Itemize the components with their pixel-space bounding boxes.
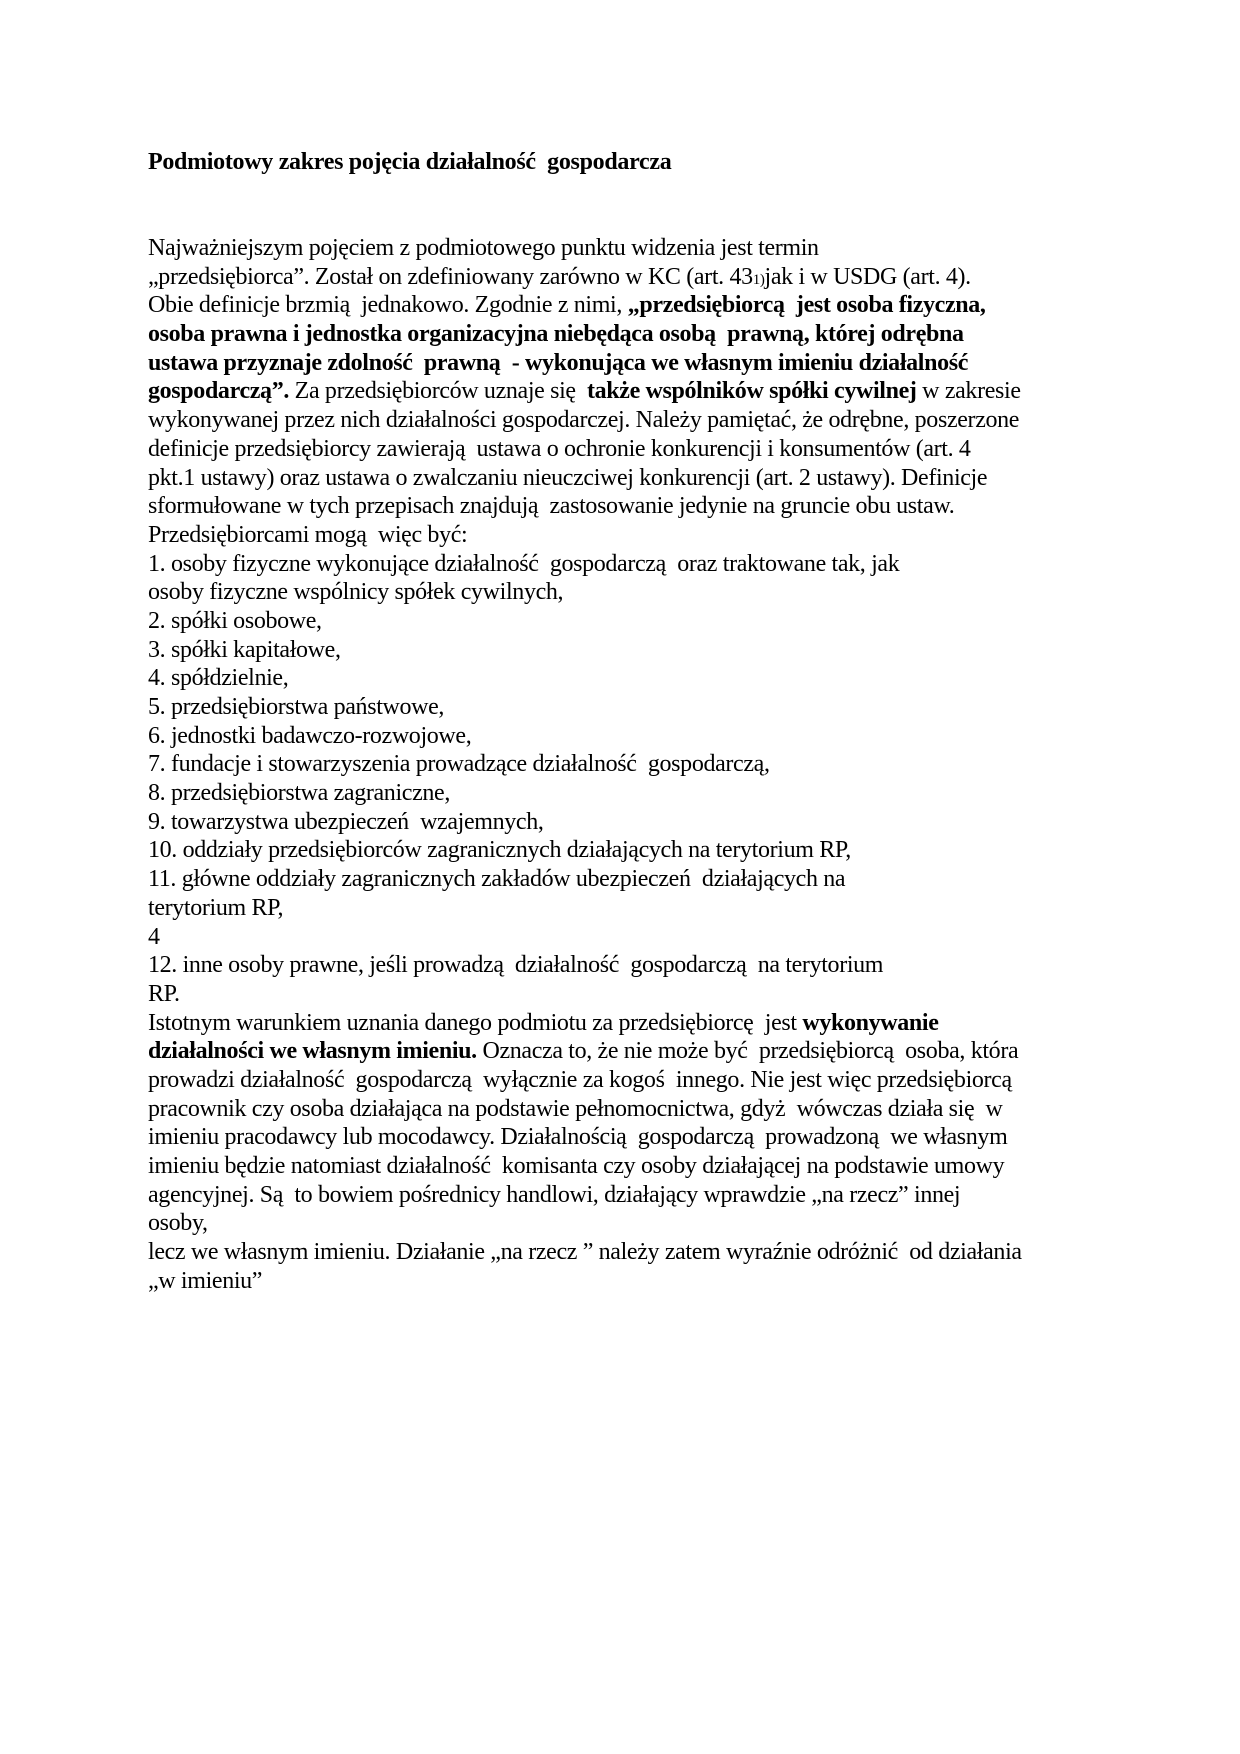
text-line (148, 779, 1022, 808)
text-line (148, 1037, 1022, 1066)
text-line (148, 1123, 1022, 1152)
text-line (148, 320, 1022, 349)
text-line (148, 349, 1022, 378)
text-run: terytorium RP, (148, 894, 284, 921)
text-line (148, 951, 1022, 980)
bold-text-run: „przedsiębiorcą jest osoba fizyczna, (627, 292, 986, 319)
text-run: 3. spółki kapitałowe, (148, 636, 341, 663)
text-run: imieniu pracodawcy lub mocodawcy. Działalnością gospodarczą prowadzoną we własnym (148, 1124, 1008, 1151)
text-run: 4 (148, 923, 160, 950)
text-run: prowadzi działalność gospodarczą wyłącznie za kogoś innego. Nie jest więc przedsiębiorcą (148, 1066, 1012, 1093)
text-line (148, 1095, 1022, 1124)
text-line (148, 1209, 1022, 1238)
text-run: 6. jednostki badawczo-rozwojowe, (148, 722, 472, 749)
text-line (148, 578, 1022, 607)
text-run: osoby, (148, 1210, 208, 1237)
text-run: w zakresie (916, 378, 1021, 405)
text-run: Najważniejszym pojęciem z podmiotowego punktu widzenia jest termin (148, 235, 819, 261)
text-line (148, 1066, 1022, 1095)
text-run: Przedsiębiorcami mogą więc być: (148, 521, 468, 548)
document-body (148, 234, 1022, 1295)
text-run: RP. (148, 980, 180, 1007)
text-line (148, 607, 1022, 636)
text-line (148, 865, 1022, 894)
text-run: 4. spółdzielnie, (148, 665, 289, 692)
text-run: pkt.1 ustawy) oraz ustawa o zwalczaniu nieuczciwej konkurencji (art. 2 ustawy). Definicje (148, 464, 988, 491)
text-run: pracownik czy osoba działająca na podstawie pełnomocnictwa, gdyż wówczas działa się w (148, 1095, 1003, 1122)
text-run: 7. fundacje i stowarzyszenia prowadzące działalność gospodarczą, (148, 751, 770, 778)
text-run: jak i w USDG (art. 4). (764, 263, 971, 290)
bold-text-run: także wspólników spółki cywilnej (587, 378, 917, 405)
text-line (148, 550, 1022, 579)
text-run: 2. spółki osobowe, (148, 607, 322, 634)
text-run: imieniu będzie natomiast działalność komisanta czy osoby działającej na podstawie umowy (148, 1153, 1005, 1179)
text-line (148, 234, 1022, 263)
document-title: Podmiotowy zakres pojęcia działalność gospodarcza (148, 149, 672, 175)
text-line (148, 291, 1022, 320)
text-line (148, 435, 1022, 464)
text-run: sformułowane w tych przepisach znajdują zastosowanie jedynie na gruncie obu ustaw. (148, 493, 955, 520)
text-line (148, 636, 1022, 665)
bold-text-run: ustawa przyznaje zdolność prawną - wykonująca we własnym imieniu działalność (148, 349, 969, 376)
text-line (148, 836, 1022, 865)
text-run: 8. przedsiębiorstwa zagraniczne, (148, 780, 450, 807)
text-line (148, 894, 1022, 923)
text-line (148, 1238, 1022, 1267)
text-line (148, 492, 1022, 521)
text-run: Obie definicje brzmią jednakowo. Zgodnie z nimi, (148, 292, 628, 319)
text-run: 1. osoby fizyczne wykonujące działalność gospodarczą oraz traktowane tak, jak (148, 550, 900, 577)
text-run: Oznacza to, że nie może być przedsiębiorcą osoba, która (476, 1038, 1019, 1065)
text-run: definicje przedsiębiorcy zawierają ustawa o ochronie konkurencji i konsumentów (art. 4 (148, 435, 971, 462)
text-run: „przedsiębiorca”. Został on zdefiniowany zarówno w KC (art. 43 (148, 263, 753, 290)
text-line (148, 377, 1022, 406)
text-line (148, 1009, 1022, 1038)
footnote-marker: 1) (752, 271, 765, 288)
text-run: 5. przedsiębiorstwa państwowe, (148, 694, 445, 720)
text-line (148, 980, 1022, 1009)
bold-text-run: gospodarczą”. (148, 378, 290, 405)
text-line (148, 521, 1022, 550)
text-line (148, 808, 1022, 837)
text-line (148, 1152, 1022, 1181)
text-run: 12. inne osoby prawne, jeśli prowadzą działalność gospodarczą na terytorium (148, 952, 884, 979)
text-run: Za przedsiębiorców uznaje się (289, 378, 588, 405)
text-run: „w imieniu” (148, 1267, 263, 1294)
text-line (148, 1181, 1022, 1210)
text-line (148, 263, 1022, 292)
text-line (148, 664, 1022, 693)
text-run: osoby fizyczne wspólnicy spółek cywilnych, (148, 579, 564, 606)
text-line (148, 750, 1022, 779)
text-run: lecz we własnym imieniu. Działanie „na rzecz ” należy zatem wyraźnie odróżnić od działania (148, 1239, 1022, 1266)
text-run: 10. oddziały przedsiębiorców zagranicznych działających na terytorium RP, (148, 837, 851, 864)
text-line (148, 464, 1022, 493)
text-line (148, 693, 1022, 722)
text-line (148, 923, 1022, 952)
bold-text-run: wykonywanie (802, 1009, 939, 1036)
text-run: Istotnym warunkiem uznania danego podmiotu za przedsiębiorcę jest (148, 1009, 803, 1036)
text-line (148, 1267, 1022, 1296)
text-run: agencyjnej. Są to bowiem pośrednicy handlowi, działający wprawdzie „na rzecz” innej (148, 1181, 961, 1208)
bold-text-run: osoba prawna i jednostka organizacyjna niebędąca osobą prawną, której odrębna (148, 321, 964, 348)
bold-text-run: działalności we własnym imieniu. (148, 1038, 477, 1065)
text-run: 11. główne oddziały zagranicznych zakładów ubezpieczeń działających na (148, 866, 846, 893)
text-run: wykonywanej przez nich działalności gospodarczej. Należy pamiętać, że odrębne, poszerzone (148, 407, 1020, 434)
text-line (148, 722, 1022, 751)
text-line (148, 406, 1022, 435)
text-run: 9. towarzystwa ubezpieczeń wzajemnych, (148, 808, 544, 835)
